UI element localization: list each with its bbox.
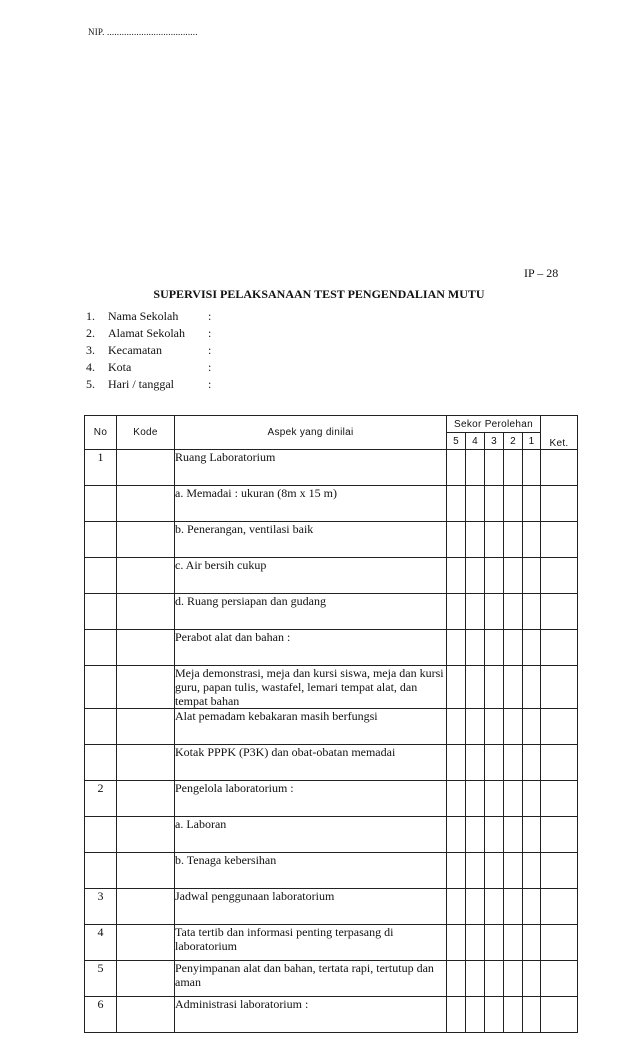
- nip-line: NIP. .....................................: [88, 27, 198, 37]
- score-cell-5[interactable]: [447, 594, 466, 630]
- page-title: SUPERVISI PELAKSANAAN TEST PENGENDALIAN MUTU: [153, 287, 485, 301]
- ket-cell[interactable]: [541, 666, 578, 709]
- row-number: [85, 666, 117, 709]
- aspek-cell: Administrasi laboratorium :: [175, 997, 447, 1033]
- field-kecamatan: [86, 342, 218, 359]
- score-cell-4[interactable]: [466, 997, 485, 1033]
- score-cell-5[interactable]: [447, 745, 466, 781]
- score-header-4: 4: [466, 433, 485, 450]
- field-colon: :: [208, 343, 212, 357]
- score-cell-4[interactable]: [466, 889, 485, 925]
- score-cell-4[interactable]: [466, 558, 485, 594]
- score-cell-5[interactable]: [447, 522, 466, 558]
- score-cell-3[interactable]: [485, 594, 504, 630]
- score-cell-4[interactable]: [466, 594, 485, 630]
- score-cell-1[interactable]: [523, 853, 541, 889]
- row-number: [85, 745, 117, 781]
- column-header-aspek: Aspek yang dinilai: [175, 416, 447, 450]
- aspek-cell: Kotak PPPK (P3K) dan obat-obatan memadai: [175, 745, 447, 781]
- score-cell-3[interactable]: [485, 450, 504, 486]
- score-cell-4[interactable]: [466, 709, 485, 745]
- aspek-cell: Ruang Laboratorium: [175, 450, 447, 486]
- score-cell-2[interactable]: [504, 817, 523, 853]
- score-cell-3[interactable]: [485, 817, 504, 853]
- score-cell-3[interactable]: [485, 486, 504, 522]
- score-cell-4[interactable]: [466, 781, 485, 817]
- ket-cell[interactable]: [541, 853, 578, 889]
- score-cell-1[interactable]: [523, 558, 541, 594]
- column-header-ket: Ket.: [541, 416, 578, 450]
- score-cell-1[interactable]: [523, 997, 541, 1033]
- score-cell-5[interactable]: [447, 709, 466, 745]
- aspek-cell: d. Ruang persiapan dan gudang: [175, 594, 447, 630]
- score-header-2: 2: [504, 433, 523, 450]
- aspek-cell: a. Memadai : ukuran (8m x 15 m): [175, 486, 447, 522]
- table-row: [85, 853, 578, 889]
- row-number: 1: [85, 450, 117, 486]
- score-cell-1[interactable]: [523, 630, 541, 666]
- score-cell-1[interactable]: [523, 745, 541, 781]
- ket-cell[interactable]: [541, 997, 578, 1033]
- score-cell-5[interactable]: [447, 666, 466, 709]
- row-number: 6: [85, 997, 117, 1033]
- aspek-cell: Meja demonstrasi, meja dan kursi siswa, meja dan kursi guru, papan tulis, wastafel, lemari tempat alat, dan tempat bahan: [175, 666, 447, 709]
- score-cell-1[interactable]: [523, 889, 541, 925]
- aspek-cell: Perabot alat dan bahan :: [175, 630, 447, 666]
- table-row: [85, 666, 578, 709]
- kode-cell[interactable]: [117, 817, 175, 853]
- row-number: [85, 558, 117, 594]
- score-header-1: 1: [523, 433, 541, 450]
- kode-cell[interactable]: [117, 630, 175, 666]
- kode-cell[interactable]: [117, 709, 175, 745]
- ket-cell[interactable]: [541, 925, 578, 961]
- column-header-kode: Kode: [117, 416, 175, 450]
- score-cell-5[interactable]: [447, 925, 466, 961]
- score-cell-5[interactable]: [447, 558, 466, 594]
- kode-cell[interactable]: [117, 853, 175, 889]
- kode-cell[interactable]: [117, 925, 175, 961]
- score-cell-4[interactable]: [466, 522, 485, 558]
- score-cell-5[interactable]: [447, 450, 466, 486]
- score-cell-2[interactable]: [504, 666, 523, 709]
- aspek-cell: Alat pemadam kebakaran masih berfungsi: [175, 709, 447, 745]
- ket-cell[interactable]: [541, 889, 578, 925]
- score-cell-2[interactable]: [504, 997, 523, 1033]
- score-cell-3[interactable]: [485, 853, 504, 889]
- score-cell-3[interactable]: [485, 889, 504, 925]
- row-number: [85, 853, 117, 889]
- kode-cell[interactable]: [117, 522, 175, 558]
- score-cell-3[interactable]: [485, 781, 504, 817]
- score-cell-2[interactable]: [504, 522, 523, 558]
- row-number: [85, 486, 117, 522]
- field-label: Nama Sekolah: [108, 309, 179, 323]
- field-number: 5.: [86, 377, 95, 391]
- ket-cell[interactable]: [541, 594, 578, 630]
- assessment-table: [84, 415, 578, 1033]
- row-number: 2: [85, 781, 117, 817]
- field-kota: [86, 359, 218, 376]
- score-cell-2[interactable]: [504, 925, 523, 961]
- score-header-3: 3: [485, 433, 504, 450]
- score-cell-1[interactable]: [523, 961, 541, 997]
- table-row: [85, 630, 578, 666]
- field-nama-sekolah: [86, 308, 218, 325]
- score-cell-1[interactable]: [523, 709, 541, 745]
- kode-cell[interactable]: [117, 781, 175, 817]
- table-row: [85, 709, 578, 745]
- score-cell-2[interactable]: [504, 853, 523, 889]
- field-colon: :: [208, 309, 212, 323]
- score-cell-4[interactable]: [466, 450, 485, 486]
- column-header-sekor-perolehan: Sekor Perolehan: [447, 416, 541, 433]
- field-colon: :: [208, 360, 212, 374]
- score-cell-1[interactable]: [523, 817, 541, 853]
- field-number: 2.: [86, 326, 95, 340]
- score-cell-2[interactable]: [504, 961, 523, 997]
- aspek-cell: Pengelola laboratorium :: [175, 781, 447, 817]
- table-row: [85, 594, 578, 630]
- ket-cell[interactable]: [541, 817, 578, 853]
- table-row: [85, 925, 578, 961]
- score-cell-5[interactable]: [447, 889, 466, 925]
- score-cell-1[interactable]: [523, 925, 541, 961]
- kode-cell[interactable]: [117, 666, 175, 709]
- table-row: [85, 450, 578, 486]
- field-label: Kota: [108, 360, 132, 374]
- score-cell-2[interactable]: [504, 630, 523, 666]
- score-cell-3[interactable]: [485, 961, 504, 997]
- score-cell-1[interactable]: [523, 781, 541, 817]
- aspek-cell: Jadwal penggunaan laboratorium: [175, 889, 447, 925]
- score-cell-3[interactable]: [485, 558, 504, 594]
- score-cell-1[interactable]: [523, 594, 541, 630]
- field-number: 3.: [86, 343, 95, 357]
- row-number: [85, 522, 117, 558]
- score-cell-4[interactable]: [466, 817, 485, 853]
- document-code: IP – 28: [524, 266, 559, 280]
- score-cell-5[interactable]: [447, 486, 466, 522]
- kode-cell[interactable]: [117, 558, 175, 594]
- score-cell-3[interactable]: [485, 709, 504, 745]
- row-number: [85, 594, 117, 630]
- score-cell-3[interactable]: [485, 522, 504, 558]
- ket-cell[interactable]: [541, 781, 578, 817]
- kode-cell[interactable]: [117, 450, 175, 486]
- score-cell-3[interactable]: [485, 630, 504, 666]
- score-cell-4[interactable]: [466, 666, 485, 709]
- field-alamat-sekolah: [86, 325, 218, 342]
- score-cell-2[interactable]: [504, 745, 523, 781]
- field-label: Hari / tanggal: [108, 377, 174, 391]
- field-number: 4.: [86, 360, 95, 374]
- row-number: 3: [85, 889, 117, 925]
- row-number: [85, 630, 117, 666]
- field-colon: :: [208, 326, 212, 340]
- table-row: [85, 745, 578, 781]
- score-cell-3[interactable]: [485, 925, 504, 961]
- table-row: [85, 817, 578, 853]
- score-cell-2[interactable]: [504, 709, 523, 745]
- kode-cell[interactable]: [117, 594, 175, 630]
- table-row: [85, 558, 578, 594]
- field-hari-tanggal: [86, 376, 218, 393]
- score-cell-2[interactable]: [504, 450, 523, 486]
- kode-cell[interactable]: [117, 889, 175, 925]
- score-cell-5[interactable]: [447, 630, 466, 666]
- table-row: [85, 889, 578, 925]
- ket-cell[interactable]: [541, 961, 578, 997]
- column-header-no: No: [85, 416, 117, 450]
- aspek-cell: Penyimpanan alat dan bahan, tertata rapi, tertutup dan aman: [175, 961, 447, 997]
- row-number: [85, 817, 117, 853]
- ket-cell[interactable]: [541, 558, 578, 594]
- aspek-cell: b. Tenaga kebersihan: [175, 853, 447, 889]
- score-cell-1[interactable]: [523, 486, 541, 522]
- score-cell-5[interactable]: [447, 997, 466, 1033]
- score-cell-4[interactable]: [466, 853, 485, 889]
- aspek-cell: a. Laboran: [175, 817, 447, 853]
- table-row: [85, 961, 578, 997]
- table-row: [85, 486, 578, 522]
- score-cell-4[interactable]: [466, 925, 485, 961]
- score-cell-2[interactable]: [504, 594, 523, 630]
- table-row: [85, 997, 578, 1033]
- score-cell-5[interactable]: [447, 961, 466, 997]
- aspek-cell: c. Air bersih cukup: [175, 558, 447, 594]
- table-row: [85, 781, 578, 817]
- score-cell-2[interactable]: [504, 889, 523, 925]
- kode-cell[interactable]: [117, 745, 175, 781]
- score-cell-2[interactable]: [504, 781, 523, 817]
- row-number: 4: [85, 925, 117, 961]
- score-cell-4[interactable]: [466, 961, 485, 997]
- ket-cell[interactable]: [541, 522, 578, 558]
- score-cell-5[interactable]: [447, 781, 466, 817]
- field-label: Kecamatan: [108, 343, 162, 357]
- score-cell-3[interactable]: [485, 745, 504, 781]
- field-colon: :: [208, 377, 212, 391]
- field-number: 1.: [86, 309, 95, 323]
- kode-cell[interactable]: [117, 961, 175, 997]
- aspek-cell: b. Penerangan, ventilasi baik: [175, 522, 447, 558]
- score-cell-4[interactable]: [466, 630, 485, 666]
- score-cell-3[interactable]: [485, 997, 504, 1033]
- score-cell-1[interactable]: [523, 522, 541, 558]
- ket-cell[interactable]: [541, 745, 578, 781]
- ket-cell[interactable]: [541, 486, 578, 522]
- score-cell-5[interactable]: [447, 817, 466, 853]
- row-number: [85, 709, 117, 745]
- score-header-5: 5: [447, 433, 466, 450]
- identity-fields: [86, 308, 218, 393]
- kode-cell[interactable]: [117, 997, 175, 1033]
- kode-cell[interactable]: [117, 486, 175, 522]
- ket-cell[interactable]: [541, 709, 578, 745]
- score-cell-2[interactable]: [504, 558, 523, 594]
- score-cell-1[interactable]: [523, 666, 541, 709]
- ket-cell[interactable]: [541, 450, 578, 486]
- row-number: 5: [85, 961, 117, 997]
- score-cell-5[interactable]: [447, 853, 466, 889]
- score-cell-4[interactable]: [466, 486, 485, 522]
- aspek-cell: Tata tertib dan informasi penting terpasang di laboratorium: [175, 925, 447, 961]
- ket-cell[interactable]: [541, 630, 578, 666]
- table-row: [85, 522, 578, 558]
- score-cell-4[interactable]: [466, 745, 485, 781]
- score-cell-2[interactable]: [504, 486, 523, 522]
- score-cell-1[interactable]: [523, 450, 541, 486]
- field-label: Alamat Sekolah: [108, 326, 185, 340]
- score-cell-3[interactable]: [485, 666, 504, 709]
